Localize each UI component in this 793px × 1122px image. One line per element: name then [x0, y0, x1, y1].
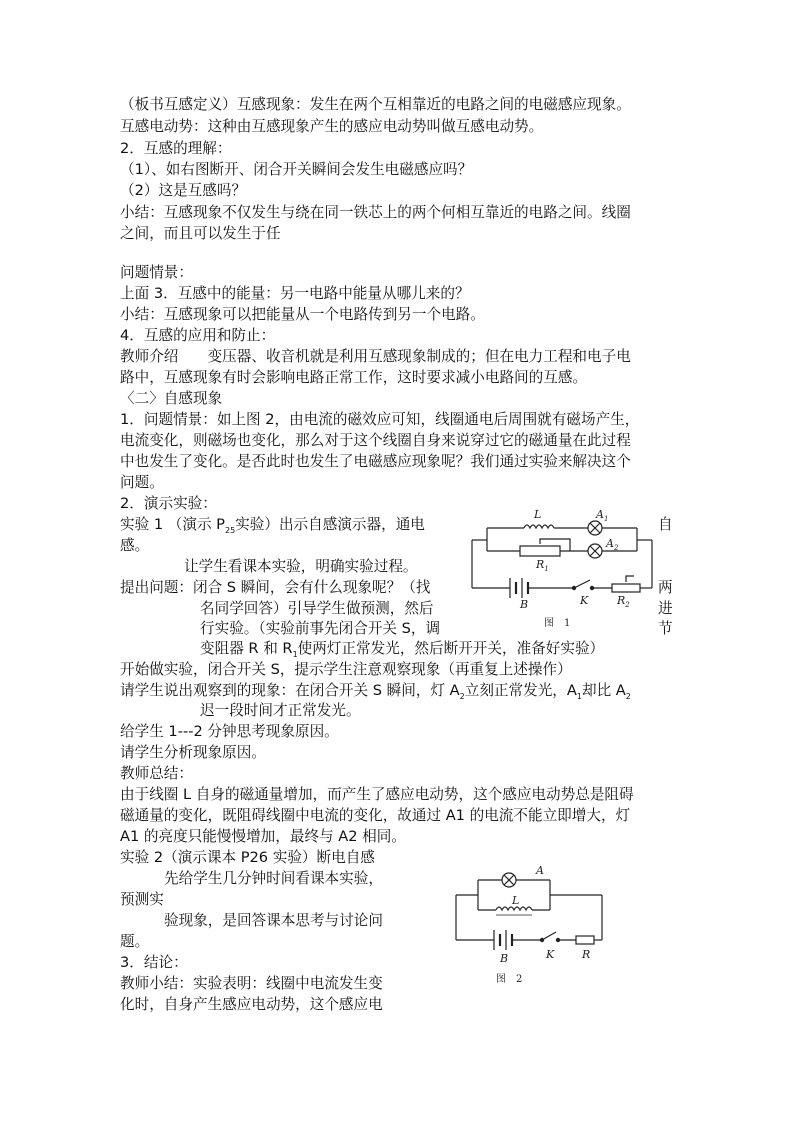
text-line [120, 516, 425, 540]
text-line: 1．问题情景：如上图 2，由电流的磁效应可知，线圈通电后周围就有磁场产生， [120, 411, 640, 428]
label-K: K [580, 594, 589, 607]
text-line: 问题。 [120, 474, 164, 491]
text-fragment: 变阻器 R 和 R [200, 640, 293, 657]
text-fragment: 使两灯正常发光，然后断开开关，准备好实验） [297, 640, 605, 657]
text-line: 预测实 [120, 891, 164, 908]
text-line: 让学生看课本实验，明确实验过程。 [184, 558, 418, 575]
subscript: 2 [459, 691, 465, 701]
text-line: 请学生分析现象原因。 [120, 744, 266, 761]
text-line: 进 [658, 600, 673, 617]
text-line: 化时，自身产生感应电动势，这个感应电 [120, 996, 383, 1013]
text-line: 小结：互感现象不仅发生与绕在同一铁芯上的两个何相互靠近的电路之间。线圈 [120, 204, 631, 221]
text-line: 题。 [120, 933, 150, 950]
text-line: 由于线圈 L 自身的磁通量增加，而产生了感应电动势，这个感应电动势总是阻碍 [120, 786, 634, 803]
text-line: 中也发生了变化。是否此时也发生了电磁感应现象呢？我们通过实验来解决这个 [120, 453, 631, 470]
label-B: B [500, 952, 509, 965]
subscript: 1 [292, 649, 298, 659]
text-line: 名同学回答）引导学生做预测，然后 [200, 600, 434, 617]
subscript: 25 [224, 525, 236, 535]
circuit-figure-2 [450, 862, 615, 987]
text-line [120, 682, 631, 706]
text-line: A1 的亮度只能慢慢增加，最终与 A2 相同。 [120, 828, 406, 845]
label-A: A [536, 864, 544, 877]
text-line: 验现象，是回答课本思考与讨论问 [164, 912, 383, 929]
label-A2: $A_2$ [606, 537, 619, 552]
label-L: L [512, 894, 520, 907]
text-line: 给学生 1---2 分钟思考现象原因。 [120, 723, 339, 740]
text-line: 先给学生几分钟时间看课本实验， [164, 870, 383, 887]
text-line: 节 [658, 620, 673, 637]
text-line: 教师小结：实验表明：线圈中电流发生变 [120, 975, 383, 992]
text-line: 实验 2（演示课本 P26 实验）断电自感 [120, 849, 375, 866]
text-line: 迟一段时间才正常发光。 [200, 702, 361, 719]
label-R1: $R_1$ [536, 558, 549, 573]
text-line: 行实验。（实验前事先闭合开关 S，调 [200, 620, 441, 637]
text-line: 电流变化，则磁场也变化，那么对于这个线圈自身来说穿过它的磁通量在此过程 [120, 432, 631, 449]
text-line: 问题情景： [120, 264, 193, 281]
text-line: 小结：互感现象可以把能量从一个电路传到另一个电路。 [120, 306, 485, 323]
text-line: （1）、如右图断开、闭合开关瞬间会发生电磁感应吗？ [120, 161, 473, 178]
text-line: 2．演示实验： [120, 495, 217, 512]
text-line: 3．结论： [120, 954, 188, 971]
text-line: （2）这是互感吗？ [120, 182, 247, 199]
figure-caption: 图 1 [544, 618, 571, 628]
label-R: R [582, 948, 591, 961]
text-line: 之间，而且可以发生于任 [120, 225, 281, 242]
subscript: 2 [625, 691, 631, 701]
text-line: 自 [658, 516, 673, 533]
figure-caption: 图 2 [496, 974, 523, 985]
text-line: 教师介绍 变压器、收音机就是利用互感现象制成的；但在电力工程和电子电 [120, 348, 631, 365]
text-line: 4．互感的应用和防止： [120, 327, 276, 344]
text-line: 两 [658, 579, 673, 596]
text-fragment: 实验）出示自感演示器，通电 [235, 516, 425, 533]
label-A1: $A_1$ [596, 508, 609, 523]
text-fragment: 实验 1 （演示 P [120, 516, 225, 533]
label-B: B [520, 598, 529, 611]
text-line: 提出问题：闭合 S 瞬间，会有什么现象呢？（找 [120, 579, 431, 596]
text-line: 2．互感的理解： [120, 140, 232, 157]
text-line: 〈二〉自感现象 [120, 390, 223, 407]
label-L: L [534, 508, 542, 521]
text-line: 开始做实验，闭合开关 S，提示学生注意观察现象（再重复上述操作） [120, 661, 572, 678]
text-fragment: 请学生说出观察到的现象：在闭合开关 S 瞬间，灯 A [120, 682, 460, 699]
text-line: 路中，互感现象有时会影响电路正常工作，这时要求减小电路间的互感。 [120, 369, 588, 386]
circuit-figure-1 [462, 506, 667, 628]
text-fragment: 却比 A [581, 682, 626, 699]
text-line: 教师总结： [120, 765, 193, 782]
text-line: 感。 [120, 537, 150, 554]
text-line: 磁通量的变化，既阻碍线圈中电流的变化，故通过 A1 的电流不能立即增大，灯 [120, 807, 631, 824]
label-R2: $R_2$ [617, 594, 630, 609]
text-line: 上面 3．互感中的能量：另一电路中能量从哪儿来的？ [120, 285, 470, 302]
label-K: K [546, 948, 555, 961]
text-line: 互感电动势：这种由互感现象产生的感应电动势叫做互感电动势。 [120, 118, 544, 135]
text-fragment: 立刻正常发光，A [464, 682, 577, 699]
text-line: （板书互感定义）互感现象：发生在两个互相靠近的电路之间的电磁感应现象。 [120, 96, 631, 113]
subscript: 1 [576, 691, 582, 701]
